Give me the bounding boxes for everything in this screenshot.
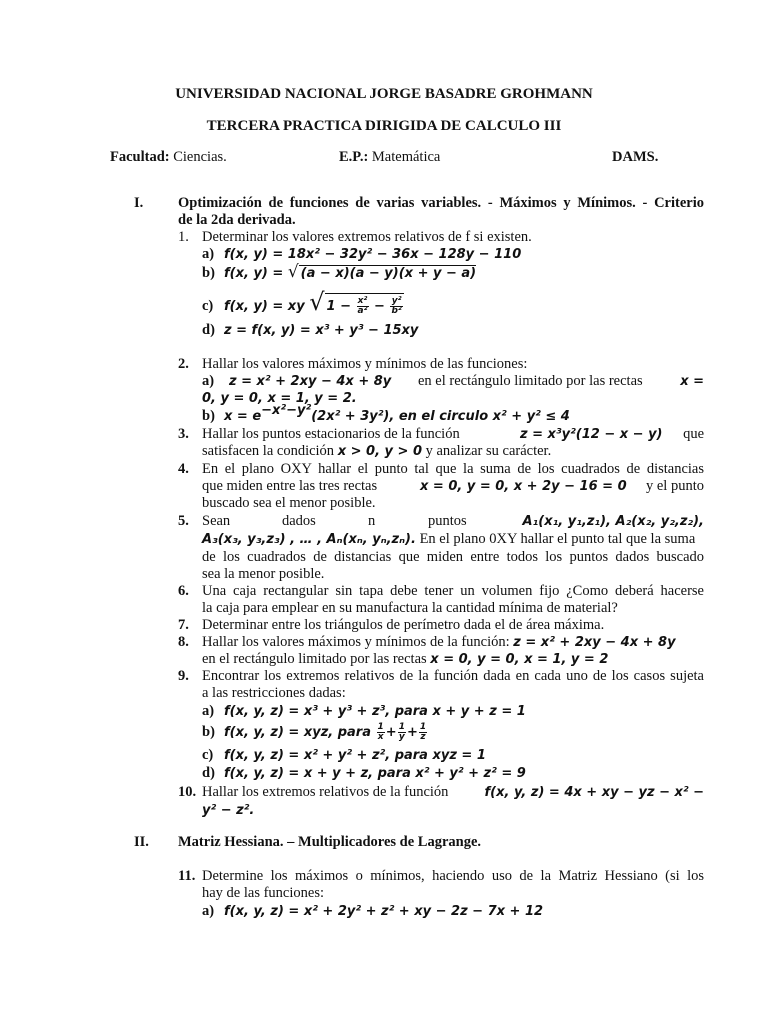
- problem-6-number: 6.: [178, 583, 189, 599]
- item-label: a): [202, 373, 215, 389]
- fraction: $\frac{1}{x}$: [377, 722, 384, 743]
- problem-10-line2: y² − z².: [202, 803, 255, 818]
- formula: f(x, y, z) = x² + y² + z², para xyz = 1: [224, 748, 486, 763]
- problem-8-line1: Hallar los valores máximos y mínimos de la función: z = x² + 2xy − 4x + 8y: [202, 634, 676, 650]
- problem-7-line1: Determinar entre los triángulos de perímetro dada el de área máxima.: [202, 617, 605, 633]
- exponent: −x²−y²: [261, 403, 312, 419]
- formula: f(x, y) = xy: [224, 299, 310, 314]
- fraction: $\frac{\text{y²}}{\text{b²}}$: [391, 296, 402, 317]
- problem-2a-text: en el rectángulo limitado por las rectas: [418, 373, 643, 389]
- ep-value: Matemática: [368, 149, 441, 165]
- problem-8-line2: en el rectángulo limitado por las rectas x = 0, y = 0, x = 1, y = 2: [202, 651, 609, 667]
- section-2-numeral: II.: [134, 834, 149, 850]
- problem-9a: [202, 703, 526, 720]
- problem-4-line2: que miden entre las tres rectas x = 0, y = 0, x + 2y − 16 = 0 y el punto: [202, 478, 704, 494]
- item-label: a): [202, 703, 215, 719]
- formula: x = e: [224, 409, 262, 424]
- item-label: c): [202, 298, 214, 314]
- item-label: d): [202, 322, 215, 338]
- problem-2a-line2: 0, y = 0, x = 1, y = 2.: [202, 391, 357, 406]
- problem-8-number: 8.: [178, 634, 189, 650]
- problem-1b: [202, 264, 476, 282]
- problem-5-line4: sea la menor posible.: [202, 566, 325, 582]
- formula: f(x, y, z) = x + y + z, para x² + y² + z² = 9: [224, 766, 526, 781]
- problem-2a: [202, 373, 704, 390]
- problem-3-line1: Hallar los puntos estacionarios de la función z = x³y²(12 − x − y) que: [202, 426, 704, 442]
- item-label: b): [202, 724, 215, 740]
- problem-11-number: 11.: [178, 868, 196, 884]
- problem-2b: [202, 403, 570, 425]
- problem-9-line2: a las restricciones dadas:: [202, 685, 346, 701]
- problem-4-line1: En el plano OXY hallar el punto tal que la suma de los cuadrados de distancias: [202, 461, 704, 477]
- formula: (2x² + 3y²), en el circulo x² + y² ≤ 4: [311, 409, 570, 424]
- item-label: a): [202, 903, 215, 919]
- formula: x =: [680, 374, 704, 389]
- section-1-numeral: I.: [134, 195, 144, 211]
- formula: z = x² + 2xy − 4x + 8y: [229, 374, 392, 389]
- dept-label: DAMS.: [612, 149, 659, 165]
- problem-10-line1: Hallar los extremos relativos de la función f(x, y, z) = 4x + xy − yz − x² −: [202, 784, 704, 800]
- problem-1-text: Determinar los valores extremos relativos de f si existen.: [202, 229, 532, 245]
- radicand: 1 − $\frac{\text{x²}}{\text{a²}}$ − $\frac{\text{y²}}{\text{b²}}$: [325, 293, 404, 318]
- problem-3-line2: satisfacen la condición x > 0, y > 0 y analizar su carácter.: [202, 443, 552, 459]
- item-label: d): [202, 765, 215, 781]
- formula: f(x, y) =: [224, 266, 288, 281]
- problem-9c: [202, 747, 486, 764]
- problem-5-line3: de los cuadrados de distancias que miden entre todos los puntos dados buscado: [202, 549, 704, 565]
- document-page: UNIVERSIDAD NACIONAL JORGE BASADRE GROHMANN TERCERA PRACTICA DIRIGIDA DE CALCULO III Facultad: Ciencias. E.P.: Matemática DAMS. I. Optimización de funciones de varias variables. - Máximos y Mínimos. - Criterio de la 2da derivada. 1. Determinar los valores extremos relativos de f si existen. a) f(x, y) = 18x² − 32y² − 36x − 128y − 110 b) f(x, y) = √ (a − x)(a − y)(x + y − a) c) f(x, y) = xy √ 1 − $\frac{\text{x²}}{\text{a²}}$ − $\frac{\text{y²}}{\text{b²}}$ d) z = f(x, y) = x³ + y³ − 15xy 2. Hallar los valores máximos y mínimos de las funciones: a) z = x² + 2xy − 4x + 8y en el rectángulo limitado por las rectas x = 0, y = 0, x = 1, y = 2. b) $x = e^{-x^2-y^2}(2x^2 + 3y^2)$, en el circulo x² + y² ≤ 4 3. Hallar los puntos estacionarios de la función z = x³y²(12 − x − y) que satisfacen la condición x > 0, y > 0 y analizar su carácter. 4. En el plano OXY hallar el punto tal que la suma de los cuadrados de distancias que miden entre las tres rectas x = 0, y = 0, x + 2y − 16 = 0 y el punto buscado sea el menor posible. 5. Sean dados n puntos A₁(x₁, y₁,z₁), A₂(x₂, y₂,z₂), A₃(x₃, y₃,z₃) , … , Aₙ(xₙ, yₙ,zₙ). En el plano 0XY hallar el punto tal que la suma de los cuadrados de distancias que miden entre todos los puntos dados buscado sea la menor posible. 6. Una caja rectangular sin tapa debe tener un volumen fijo ¿Como deberá hacerse la caja para emplear en su manufactura la cantidad mínima de material? 7. Determinar entre los triángulos de perímetro dada el de área máxima. 8. Hallar los valores máximos y mínimos de la función: z = x² + 2xy − 4x + 8y en el rectángulo limitado por las rectas x = 0, y = 0, x = 1, y = 2 9. Encontrar los extremos relativos de la función dada en cada uno de los casos sujeta a las restricciones dadas: a) f(x, y, z) = x³ + y³ + z³, para x + y + z = 1 b) f(x, y, z) = xyz, para $\frac{1}{x}$ + $\frac{1}{y}$ + $\frac{1}{z}$ c) f(x, y, z) = x² + y² + z², para xyz = 1 d) f(x, y, z) = x + y + z, para x² + y² + z² = 9 10. Hallar los extremos relativos de la función f(x, y, z) = 4x + xy − yz − x² − y² − z². II. Matriz Hessiana. – Multiplicadores de Lagrange. 11. Determine los máximos o mínimos, haciendo uso de la Matriz Hessiano (si los hay de las funciones: a) f(x, y, z) = x² + 2y² + z² + xy − 2z − 7x + 12: [0, 0, 768, 1024]
- fraction: $\frac{1}{y}$: [398, 722, 405, 743]
- problem-2-number: 2.: [178, 356, 189, 372]
- section-2-title: Matriz Hessiana. – Multiplicadores de Lagrange.: [178, 834, 481, 850]
- problem-9-line1: Encontrar los extremos relativos de la función dada en cada uno de los casos sujeta: [202, 668, 704, 684]
- problem-9d: [202, 765, 526, 782]
- fraction: $\frac{\text{x²}}{\text{a²}}$: [357, 296, 368, 317]
- formula: f(x, y, z) = x³ + y³ + z³, para x + y + z = 1: [224, 704, 526, 719]
- problem-7-number: 7.: [178, 617, 189, 633]
- fraction: $\frac{1}{z}$: [419, 722, 427, 743]
- problem-11-line2: hay de las funciones:: [202, 885, 325, 901]
- formula: z = f(x, y) = x³ + y³ − 15xy: [224, 323, 419, 338]
- formula: f(x, y, z) = xyz, para: [224, 725, 376, 740]
- problem-2-text: Hallar los valores máximos y mínimos de las funciones:: [202, 356, 528, 372]
- problem-4-number: 4.: [178, 461, 189, 477]
- problem-6-line1: Una caja rectangular sin tapa debe tener un volumen fijo ¿Como deberá hacerse: [202, 583, 704, 599]
- sqrt-icon: √: [287, 262, 299, 282]
- formula: f(x, y, z) = x² + 2y² + z² + xy − 2z − 7x + 12: [224, 904, 544, 919]
- problem-4-line3: buscado sea el menor posible.: [202, 495, 376, 511]
- item-label: a): [202, 246, 215, 262]
- problem-1-number: 1.: [178, 229, 189, 245]
- problem-10-number: 10.: [178, 784, 197, 800]
- item-label: c): [202, 747, 214, 763]
- sqrt-icon: √: [309, 288, 325, 316]
- problem-1d: [202, 322, 418, 339]
- ep-field: [339, 149, 440, 166]
- problem-5-line2: A₃(x₃, y₃,z₃) , … , Aₙ(xₙ, yₙ,zₙ). En el plano 0XY hallar el punto tal que la suma: [202, 531, 696, 547]
- problem-1a: [202, 246, 521, 263]
- problem-11a: [202, 903, 543, 920]
- university-title: UNIVERSIDAD NACIONAL JORGE BASADRE GROHMANN: [175, 86, 593, 102]
- problem-3-number: 3.: [178, 426, 189, 442]
- section-1-title-line1: Optimización de funciones de varias variables. - Máximos y Mínimos. - Criterio: [178, 195, 704, 211]
- problem-6-line2: la caja para emplear en su manufactura la cantidad mínima de material?: [202, 600, 618, 616]
- ep-label: E.P.:: [339, 149, 369, 165]
- problem-9-number: 9.: [178, 668, 189, 684]
- faculty-field: [110, 149, 227, 166]
- problem-11-line1: Determine los máximos o mínimos, haciendo uso de la Matriz Hessiano (si los: [202, 868, 704, 884]
- faculty-label: Facultad:: [110, 149, 170, 165]
- item-label: b): [202, 408, 215, 424]
- problem-1c: [202, 288, 404, 318]
- item-label: b): [202, 265, 215, 281]
- formula: f(x, y) = 18x² − 32y² − 36x − 128y − 110: [224, 247, 522, 262]
- radicand: (a − x)(a − y)(x + y − a): [300, 266, 477, 281]
- practice-title: TERCERA PRACTICA DIRIGIDA DE CALCULO III: [206, 118, 562, 134]
- section-1-title-line2: de la 2da derivada.: [178, 212, 296, 228]
- faculty-value: Ciencias.: [169, 149, 227, 165]
- problem-9b: b) f(x, y, z) = xyz, para $\frac{1}{x}$ + $\frac{1}{y}$ + $\frac{1}{z}$: [202, 722, 427, 743]
- problem-5-number: 5.: [178, 513, 189, 529]
